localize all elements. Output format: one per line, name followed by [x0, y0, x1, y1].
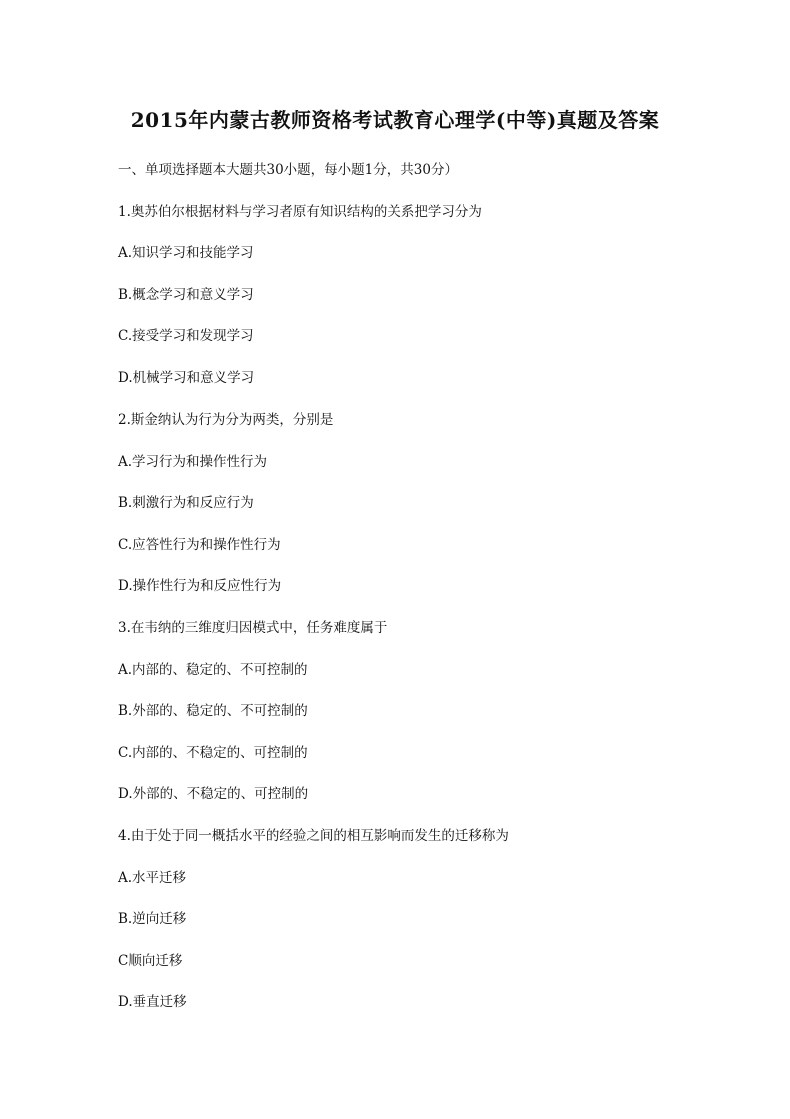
question-1-option-b: B.概念学习和意义学习 [118, 287, 254, 303]
question-3-option-b: B.外部的、稳定的、不可控制的 [118, 703, 308, 719]
question-2-option-b: B.刺激行为和反应行为 [118, 495, 254, 511]
question-1-stem: 1.奥苏伯尔根据材料与学习者原有知识结构的关系把学习分为 [118, 204, 482, 220]
section-heading: 一、单项选择题本大题共30小题，每小题1分，共30分） [118, 162, 458, 178]
question-2-option-a: A.学习行为和操作性行为 [118, 454, 268, 470]
question-3-stem: 3.在韦纳的三维度归因模式中，任务难度属于 [118, 620, 388, 636]
question-3-option-c: C.内部的、不稳定的、可控制的 [118, 745, 308, 761]
question-2-option-d: D.操作性行为和反应性行为 [118, 578, 282, 594]
question-4-stem: 4.由于处于同一概括水平的经验之间的相互影响而发生的迁移称为 [118, 828, 509, 844]
document-title: 2015年内蒙古教师资格考试教育心理学(中等)真题及答案 [130, 108, 660, 132]
question-3-option-d: D.外部的、不稳定的、可控制的 [118, 786, 309, 802]
question-1-option-c: C.接受学习和发现学习 [118, 328, 254, 344]
question-4-option-c: C顺向迁移 [118, 953, 183, 969]
question-2-option-c: C.应答性行为和操作性行为 [118, 537, 281, 553]
question-3-option-a: A.内部的、稳定的、不可控制的 [118, 662, 308, 678]
question-4-option-b: B.逆向迁移 [118, 911, 187, 927]
question-1-option-d: D.机械学习和意义学习 [118, 370, 255, 386]
question-4-option-a: A.水平迁移 [118, 870, 187, 886]
question-1-option-a: A.知识学习和技能学习 [118, 245, 254, 261]
question-2-stem: 2.斯金纳认为行为分为两类，分别是 [118, 412, 334, 428]
question-4-option-d: D.垂直迁移 [118, 994, 187, 1010]
